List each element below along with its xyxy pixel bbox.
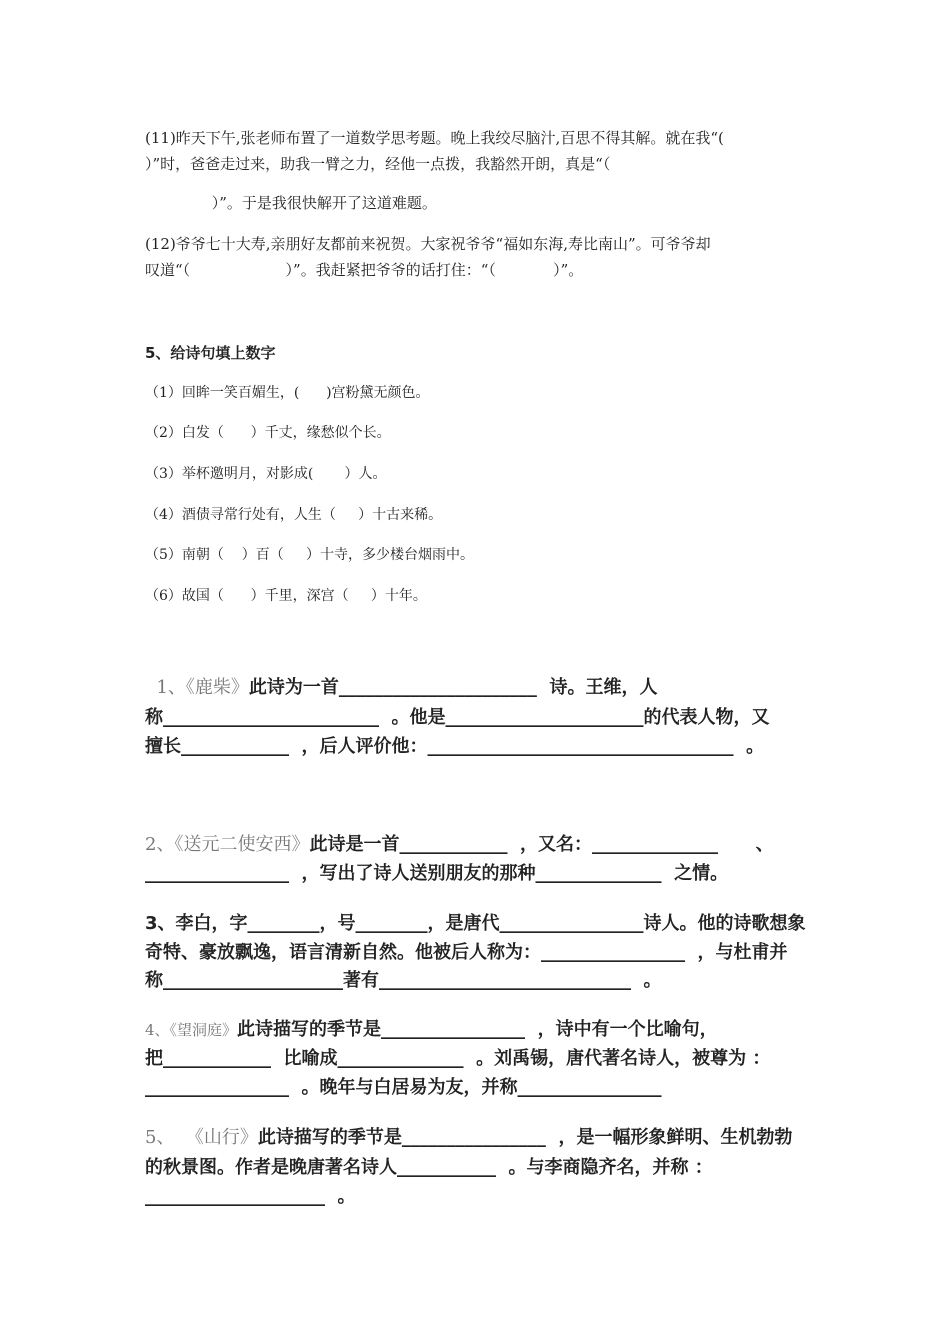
q1-text: 此诗为一首______________________ 诗。王维，人 [248, 677, 658, 698]
q4-line-3: ________________ 。晚年与白居易为友，并称________________ [145, 1077, 662, 1098]
q1-poem-title: 1、《鹿柴》 [145, 677, 249, 698]
q11-line-1: (11)昨天下午,张老师布置了一道数学思考题。晚上我绞尽脑汁,百思不得其解。就在我“( [145, 129, 724, 147]
q2-poem-title: 2、《送元二使安西》 [145, 834, 310, 855]
q2-line-1 [145, 830, 774, 856]
q5-line-1 [145, 1123, 792, 1149]
q4-line-2: 把____________ 比喻成______________ 。刘禹锡，唐代著名诗人，被尊为 ： [145, 1048, 771, 1069]
q11-line-3: ）”。于是我很快解开了这道难题。 [145, 194, 437, 212]
q3-line-2: 奇特、豪放飘逸，语言清新自然。他被后人称为：________________ ，与杜甫并 [145, 942, 788, 963]
poem-item: （3）举杯邀明月，对影成( ）人。 [145, 466, 387, 482]
q2-text: 此诗是一首____________ ，又名：______________ 、 [309, 834, 774, 855]
q3-line-1: 3、李白，字________，号________，是唐代________________诗人。他的诗歌想象 [145, 913, 806, 934]
q1-line-2: 称________________________ 。他是______________________的代表人物，又 [145, 707, 770, 728]
q3-line-3: 称____________________著有____________________________ 。 [145, 970, 662, 991]
q2-line-2: ________________ ，写出了诗人送别朋友的那种______________ 之情。 [145, 863, 729, 884]
q4-poem-title: 4、《望洞庭》 [145, 1021, 238, 1039]
q5-text: 此诗描写的季节是________________ ，是一幅形象鲜明、生机勃勃 [257, 1127, 793, 1148]
poem-item: （5）南朝（ ）百（ ）十寺，多少楼台烟雨中。 [145, 547, 474, 563]
q4-line-1 [145, 1015, 718, 1041]
q12-line-2: 叹道“（ ）”。我赶紧把爷爷的话打住：“（ ）”。 [145, 261, 584, 279]
poem-item: （6）故国（ ）千里，深宫（ ）十年。 [145, 588, 427, 604]
q1-line-3: 擅长____________ ，后人评价他：__________________________________ 。 [145, 736, 765, 757]
poem-item: （1）回眸一笑百媚生，( )宫粉黛无颜色。 [145, 385, 430, 401]
q5-line-3: ____________________ 。 [145, 1186, 356, 1207]
q11-line-2: ）”时，爸爸走过来，助我一臂之力，经他一点拨，我豁然开朗，真是“（ [145, 155, 611, 173]
poem-item: （2）白发（ ）千丈，缘愁似个长。 [145, 425, 391, 441]
q5-poem-title: 5、 《山行》 [145, 1127, 258, 1148]
section-5-title: 5、给诗句填上数字 [145, 344, 276, 362]
q12-line-1: (12)爷爷七十大寿,亲朋好友都前来祝贺。大家祝爷爷“福如东海,寿比南山”。可爷爷却 [145, 235, 711, 253]
q5-line-2: 的秋景图。作者是晚唐著名诗人___________ 。与李商隐齐名，并称 ： [145, 1157, 713, 1178]
q4-text: 此诗描写的季节是________________ ，诗中有一个比喻句， [237, 1019, 718, 1040]
q1-line-1 [145, 673, 657, 699]
poem-item: （4）酒债寻常行处有，人生（ ）十古来稀。 [145, 507, 443, 523]
